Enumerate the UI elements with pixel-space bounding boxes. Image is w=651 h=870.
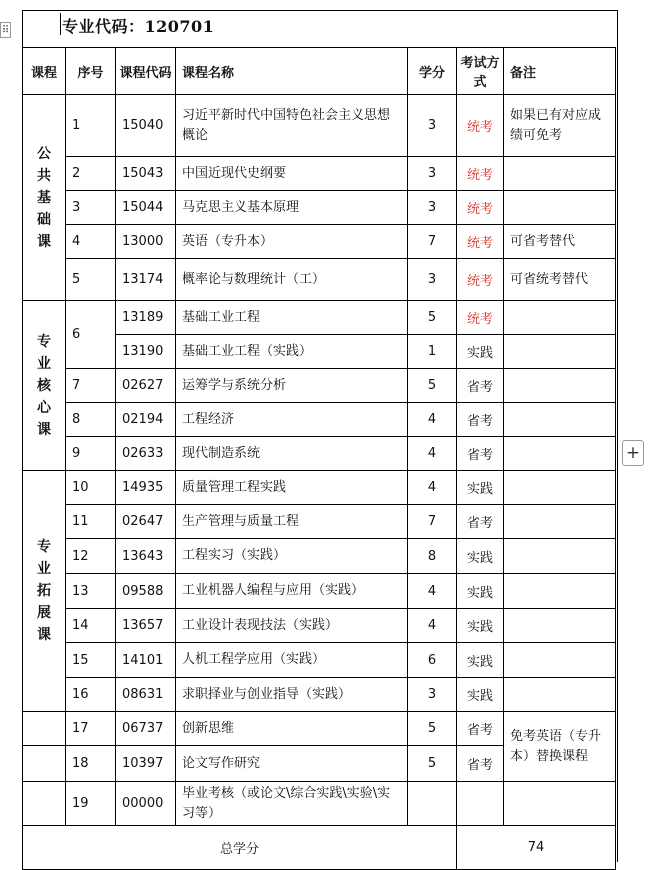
course-name: 论文写作研究 [176,746,408,782]
course-code: 13190 [116,335,176,369]
course-name: 生产管理与质量工程 [176,505,408,539]
course-seq: 17 [66,712,116,746]
course-note [504,609,616,643]
add-column-plus-icon[interactable]: + [622,440,644,466]
course-note [504,191,616,225]
course-seq: 9 [66,437,116,471]
course-note [504,782,616,826]
header-note: 备注 [504,48,616,95]
course-code: 02627 [116,369,176,403]
course-name: 中国近现代史纲要 [176,157,408,191]
course-seq: 6 [66,301,116,369]
course-code: 13657 [116,609,176,643]
course-credit: 7 [408,505,457,539]
total-row [23,826,616,870]
course-note: 如果已有对应成绩可免考 [504,95,616,157]
course-credit: 5 [408,712,457,746]
course-seq: 7 [66,369,116,403]
page-frame-top [22,10,617,11]
category-cell-core: 专 业 核 心 课 [23,301,66,471]
course-code: 15043 [116,157,176,191]
course-exam-method: 统考 [457,225,504,259]
course-exam-method: 统考 [457,301,504,335]
course-credit: 3 [408,259,457,301]
table-row [23,157,616,191]
course-note [504,471,616,505]
course-credit: 5 [408,746,457,782]
course-name: 质量管理工程实践 [176,471,408,505]
course-name: 毕业考核（或论文\综合实践\实验\实习等） [176,782,408,826]
course-credit: 1 [408,335,457,369]
course-seq: 2 [66,157,116,191]
course-note [504,157,616,191]
course-credit: 5 [408,301,457,335]
course-seq: 8 [66,403,116,437]
header-exam: 考试方式 [457,48,504,95]
course-seq: 13 [66,574,116,609]
course-code: 13000 [116,225,176,259]
course-note [504,335,616,369]
course-note: 可省统考替代 [504,259,616,301]
course-credit: 3 [408,678,457,712]
course-code: 10397 [116,746,176,782]
course-exam-method: 实践 [457,335,504,369]
category-cell-extension: 专 业 拓 展 课 [23,471,66,712]
course-code: 13174 [116,259,176,301]
table-row [23,225,616,259]
course-code: 02194 [116,403,176,437]
course-name: 习近平新时代中国特色社会主义思想概论 [176,95,408,157]
table-row [23,259,616,301]
table-row [23,471,616,505]
header-seq: 序号 [66,48,116,95]
course-seq: 16 [66,678,116,712]
course-name: 工业设计表现技法（实践） [176,609,408,643]
course-credit: 6 [408,643,457,678]
course-note [504,505,616,539]
course-exam-method: 实践 [457,539,504,574]
course-seq: 11 [66,505,116,539]
course-exam-method: 省考 [457,369,504,403]
course-seq: 4 [66,225,116,259]
course-code: 02647 [116,505,176,539]
table-row [23,712,616,746]
category-cell-empty [23,712,66,746]
course-note [504,403,616,437]
course-code: 15044 [116,191,176,225]
course-name: 基础工业工程（实践） [176,335,408,369]
header-name: 课程名称 [176,48,408,95]
course-name: 求职择业与创业指导（实践） [176,678,408,712]
course-note [504,369,616,403]
course-exam-method: 省考 [457,746,504,782]
course-code: 00000 [116,782,176,826]
table-row [23,403,616,437]
table-move-handle-icon[interactable]: ⠿ [0,22,11,38]
course-note: 可省考替代 [504,225,616,259]
table-row [23,782,616,826]
course-code: 15040 [116,95,176,157]
course-name: 工程实习（实践） [176,539,408,574]
header-credit: 学分 [408,48,457,95]
total-credits-value: 74 [457,826,616,870]
header-code: 课程代码 [116,48,176,95]
course-name: 工业机器人编程与应用（实践） [176,574,408,609]
course-credit: 4 [408,437,457,471]
course-name: 英语（专升本） [176,225,408,259]
course-name: 马克思主义基本原理 [176,191,408,225]
course-note: 免考英语（专升本）替换课程 [504,712,616,782]
table-row [23,539,616,574]
table-row [23,369,616,403]
major-code-heading: 专业代码：120701 [62,17,215,36]
page-frame-right [617,10,618,862]
table-row [23,301,616,335]
course-code: 09588 [116,574,176,609]
table-row [23,678,616,712]
course-code: 13643 [116,539,176,574]
course-exam-method: 统考 [457,157,504,191]
course-name: 运筹学与系统分析 [176,369,408,403]
course-credit: 5 [408,369,457,403]
course-credit: 3 [408,95,457,157]
course-note [504,301,616,335]
course-seq: 15 [66,643,116,678]
course-credit: 4 [408,403,457,437]
course-code: 06737 [116,712,176,746]
course-exam-method: 省考 [457,403,504,437]
course-credit: 3 [408,157,457,191]
course-name: 现代制造系统 [176,437,408,471]
course-name: 人机工程学应用（实践） [176,643,408,678]
course-note [504,643,616,678]
header-category: 课程 [23,48,66,95]
course-exam-method: 实践 [457,678,504,712]
course-name: 概率论与数理统计（工） [176,259,408,301]
course-name: 工程经济 [176,403,408,437]
course-exam-method: 实践 [457,471,504,505]
course-seq: 12 [66,539,116,574]
course-exam-method: 统考 [457,191,504,225]
course-exam-method: 实践 [457,574,504,609]
course-exam-method: 省考 [457,712,504,746]
table-row [23,643,616,678]
course-seq: 19 [66,782,116,826]
course-code: 08631 [116,678,176,712]
course-note [504,574,616,609]
course-credit: 4 [408,471,457,505]
course-code: 14935 [116,471,176,505]
table-row [23,191,616,225]
course-seq: 1 [66,95,116,157]
course-exam-method: 统考 [457,95,504,157]
category-cell-public: 公 共 基 础 课 [23,95,66,301]
course-note [504,678,616,712]
course-seq: 14 [66,609,116,643]
table-row [23,609,616,643]
course-code: 13189 [116,301,176,335]
course-exam-method: 实践 [457,643,504,678]
course-seq: 18 [66,746,116,782]
category-cell-empty [23,746,66,782]
course-exam-method: 实践 [457,609,504,643]
course-credit: 3 [408,191,457,225]
table-row [23,437,616,471]
table-row [23,505,616,539]
course-code: 14101 [116,643,176,678]
course-code: 02633 [116,437,176,471]
course-credit: 7 [408,225,457,259]
course-seq: 5 [66,259,116,301]
text-cursor [60,13,61,35]
table-row [23,574,616,609]
course-note [504,437,616,471]
course-seq: 3 [66,191,116,225]
course-credit: 4 [408,574,457,609]
table-header-row [23,48,616,95]
category-cell-empty [23,782,66,826]
total-credits-label: 总学分 [23,826,457,870]
course-credit: 4 [408,609,457,643]
course-plan-table [22,47,616,870]
course-exam-method: 统考 [457,259,504,301]
course-exam-method [457,782,504,826]
course-seq: 10 [66,471,116,505]
course-name: 创新思维 [176,712,408,746]
course-name: 基础工业工程 [176,301,408,335]
course-credit [408,782,457,826]
course-exam-method: 省考 [457,437,504,471]
course-note [504,539,616,574]
table-row [23,95,616,157]
course-credit: 8 [408,539,457,574]
course-exam-method: 省考 [457,505,504,539]
